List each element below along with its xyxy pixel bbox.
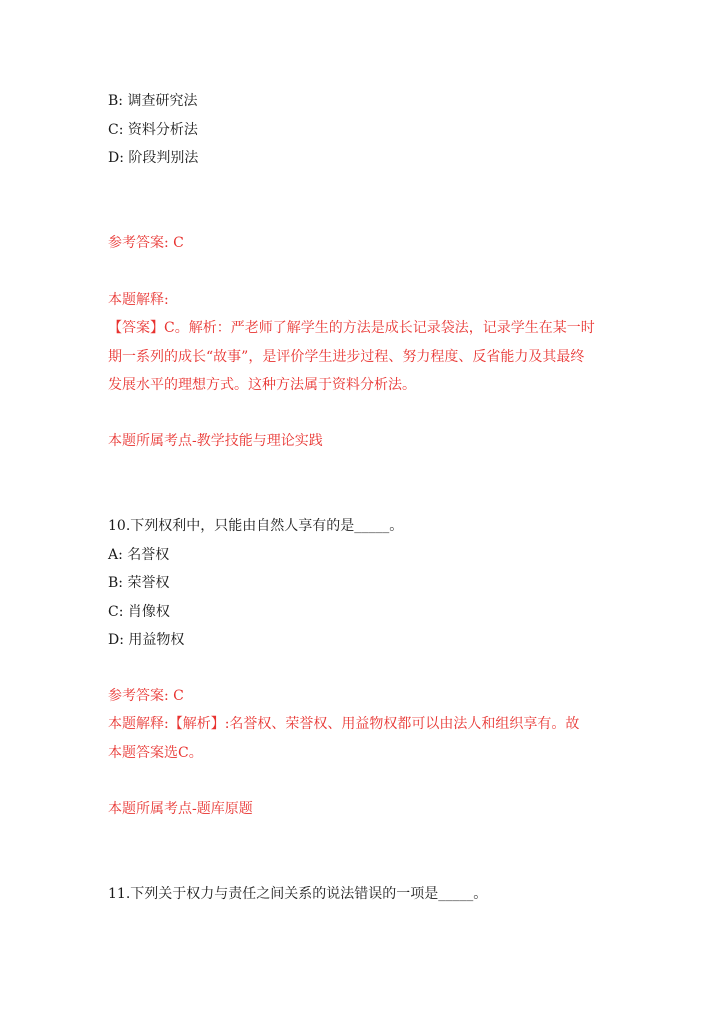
q10-option-d: D: 用益物权 — [108, 632, 185, 648]
q10-explanation-line-2: 本题答案选C。 — [108, 745, 203, 761]
q9-explanation-line-2: 期一系列的成长“故事”，是评价学生进步过程、努力程度、反省能力及其最终 — [108, 349, 585, 365]
q10-answer: 参考答案: C — [108, 688, 184, 704]
q9-option-d: D: 阶段判别法 — [108, 150, 199, 166]
q9-explanation-title: 本题解释: — [108, 292, 169, 308]
q10-topic: 本题所属考点-题库原题 — [108, 801, 253, 817]
q9-topic: 本题所属考点-教学技能与理论实践 — [108, 433, 323, 449]
q9-option-b: B: 调查研究法 — [108, 93, 198, 109]
q11-question: 11.下列关于权力与责任之间关系的说法错误的一项是_____。 — [108, 886, 488, 902]
q9-option-c: C: 资料分析法 — [108, 122, 198, 138]
q10-option-b: B: 荣誉权 — [108, 575, 170, 591]
q9-explanation-line-3: 发展水平的理想方式。这种方法属于资料分析法。 — [108, 377, 416, 393]
q10-option-c: C: 肖像权 — [108, 604, 170, 620]
q10-question: 10.下列权利中，只能由自然人享有的是_____。 — [108, 518, 404, 534]
q9-answer: 参考答案: C — [108, 235, 184, 251]
q10-explanation-line-1: 本题解释:【解析】:名誉权、荣誉权、用益物权都可以由法人和组织享有。故 — [108, 716, 580, 732]
q10-option-a: A: 名誉权 — [108, 547, 170, 563]
q9-explanation-line-1: 【答案】C。解析：严老师了解学生的方法是成长记录袋法，记录学生在某一时 — [108, 320, 595, 336]
